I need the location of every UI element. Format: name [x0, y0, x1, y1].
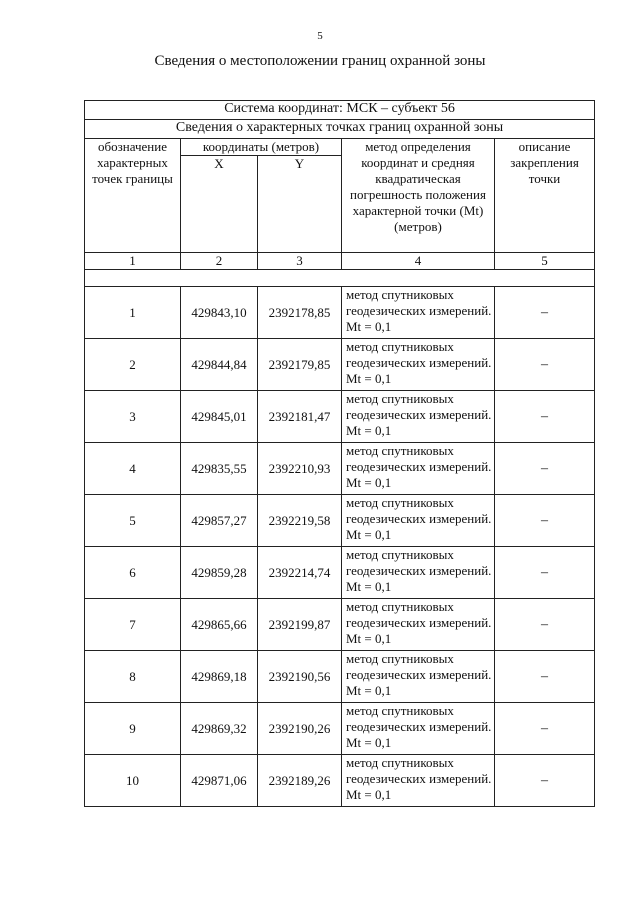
header-description: описание закрепления точки: [495, 139, 595, 253]
table-row: [85, 443, 595, 495]
table-row: [85, 391, 595, 443]
table-row: [85, 339, 595, 391]
description-cell: –: [495, 599, 595, 651]
coord-y-cell: 2392179,85: [258, 339, 342, 391]
table-row: [85, 651, 595, 703]
method-cell: метод спутниковых геодезических измерений. Мt = 0,1: [342, 599, 495, 651]
point-number-cell: 8: [85, 651, 181, 703]
coord-y-cell: 2392190,26: [258, 703, 342, 755]
coord-y-cell: 2392199,87: [258, 599, 342, 651]
point-number-cell: 10: [85, 755, 181, 807]
description-cell: –: [495, 443, 595, 495]
point-number-cell: 4: [85, 443, 181, 495]
description-cell: –: [495, 547, 595, 599]
description-cell: –: [495, 651, 595, 703]
table-row: [85, 547, 595, 599]
page-number: 5: [317, 30, 323, 42]
point-number-cell: 5: [85, 495, 181, 547]
method-cell: метод спутниковых геодезических измерений. Мt = 0,1: [342, 287, 495, 339]
coord-x-cell: 429843,10: [181, 287, 258, 339]
points-info-header: Сведения о характерных точках границ охранной зоны: [85, 120, 595, 139]
coord-y-cell: 2392190,56: [258, 651, 342, 703]
description-cell: –: [495, 495, 595, 547]
table-row: [85, 755, 595, 807]
table-row: [85, 287, 595, 339]
method-cell: метод спутниковых геодезических измерений. Мt = 0,1: [342, 651, 495, 703]
header-method: метод определения координат и средняя квадратическая погрешность положения характерной точки (Мt) (метров): [342, 139, 495, 253]
coord-x-cell: 429835,55: [181, 443, 258, 495]
spacer-row: [85, 270, 595, 287]
coord-x-cell: 429859,28: [181, 547, 258, 599]
header-coordinates: координаты (метров): [181, 139, 342, 156]
column-number: 4: [342, 253, 495, 270]
description-cell: –: [495, 391, 595, 443]
point-number-cell: 2: [85, 339, 181, 391]
method-cell: метод спутниковых геодезических измерений. Мt = 0,1: [342, 547, 495, 599]
point-number-cell: 1: [85, 287, 181, 339]
method-cell: метод спутниковых геодезических измерений. Мt = 0,1: [342, 755, 495, 807]
coord-x-cell: 429871,06: [181, 755, 258, 807]
header-point-label: обозначение характерных точек границы: [85, 139, 181, 253]
coord-y-cell: 2392189,26: [258, 755, 342, 807]
coord-y-cell: 2392178,85: [258, 287, 342, 339]
table-row: [85, 495, 595, 547]
coord-y-cell: 2392214,74: [258, 547, 342, 599]
coord-x-cell: 429869,18: [181, 651, 258, 703]
description-cell: –: [495, 755, 595, 807]
header-y: Y: [258, 156, 342, 253]
method-cell: метод спутниковых геодезических измерений. Мt = 0,1: [342, 443, 495, 495]
point-number-cell: 6: [85, 547, 181, 599]
coord-y-cell: 2392181,47: [258, 391, 342, 443]
column-number: 5: [495, 253, 595, 270]
coord-x-cell: 429845,01: [181, 391, 258, 443]
description-cell: –: [495, 339, 595, 391]
method-cell: метод спутниковых геодезических измерений. Мt = 0,1: [342, 703, 495, 755]
coord-y-cell: 2392219,58: [258, 495, 342, 547]
boundary-points-table: [84, 100, 595, 807]
method-cell: метод спутниковых геодезических измерений. Мt = 0,1: [342, 391, 495, 443]
method-cell: метод спутниковых геодезических измерений. Мt = 0,1: [342, 495, 495, 547]
coordinate-system-row: Система координат: МСК – субъект 56: [85, 101, 595, 120]
coord-x-cell: 429844,84: [181, 339, 258, 391]
description-cell: –: [495, 287, 595, 339]
column-number: 2: [181, 253, 258, 270]
coord-x-cell: 429869,32: [181, 703, 258, 755]
column-number: 3: [258, 253, 342, 270]
point-number-cell: 3: [85, 391, 181, 443]
document-title: Сведения о местоположении границ охранной зоны: [154, 53, 486, 69]
point-number-cell: 9: [85, 703, 181, 755]
header-x: X: [181, 156, 258, 253]
method-cell: метод спутниковых геодезических измерений. Мt = 0,1: [342, 339, 495, 391]
description-cell: –: [495, 703, 595, 755]
table-row: [85, 599, 595, 651]
coord-y-cell: 2392210,93: [258, 443, 342, 495]
coord-x-cell: 429865,66: [181, 599, 258, 651]
coord-x-cell: 429857,27: [181, 495, 258, 547]
table-row: [85, 703, 595, 755]
column-number: 1: [85, 253, 181, 270]
point-number-cell: 7: [85, 599, 181, 651]
